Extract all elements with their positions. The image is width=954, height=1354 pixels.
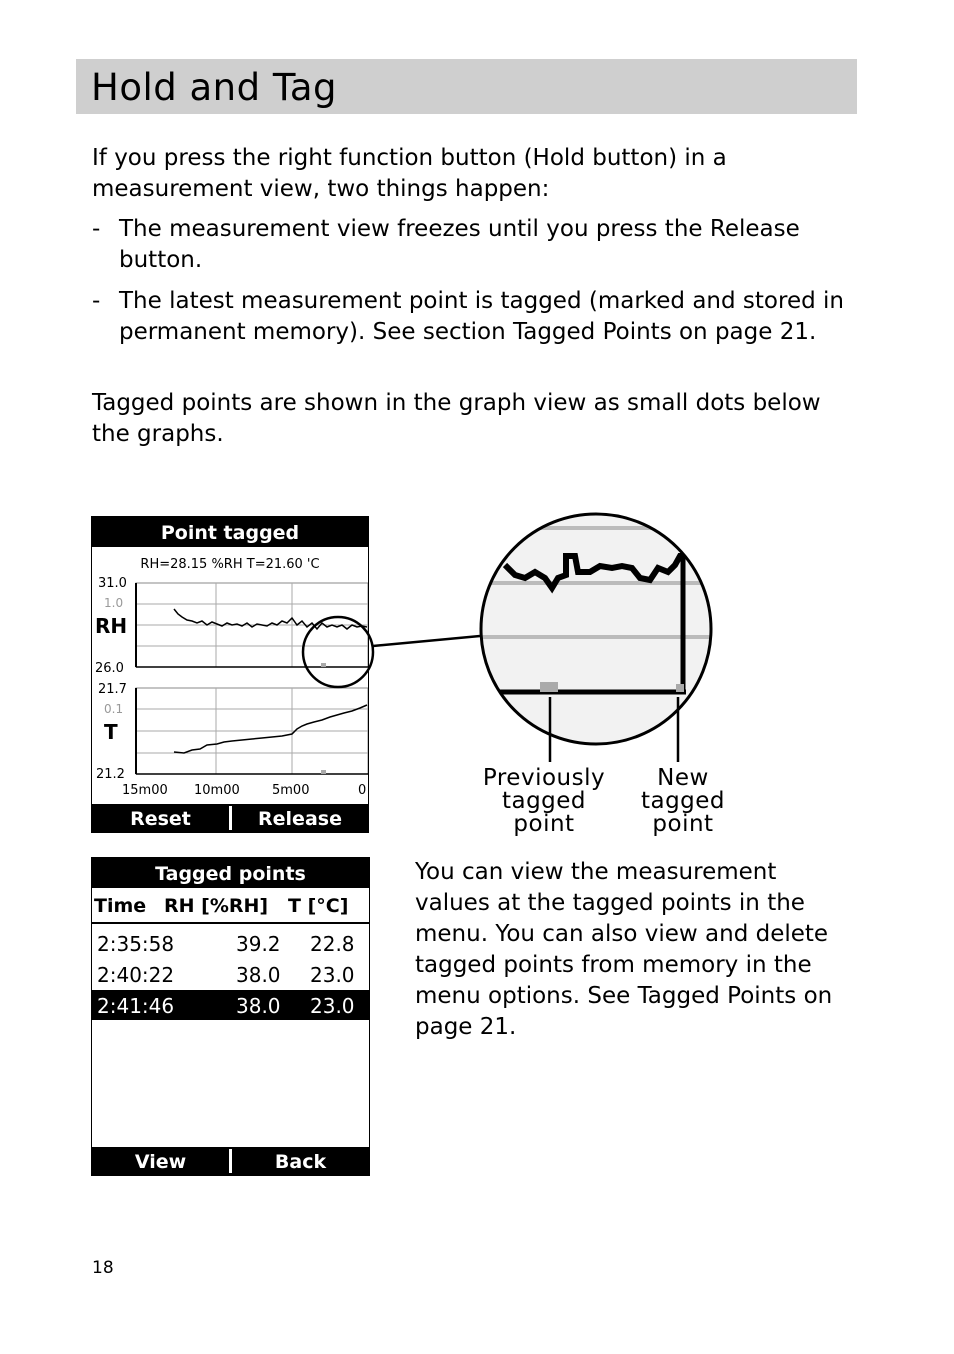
table-row[interactable] xyxy=(92,928,369,958)
tagged-points-screen xyxy=(91,857,370,1176)
menu-note-paragraph: You can view the measurement values at the tagged points in the menu. You can also view and delete tagged points from memory in the menu options. See Tagged Points on page 21. xyxy=(415,859,833,1040)
screen-title: Tagged points xyxy=(92,858,369,888)
header-divider xyxy=(92,922,369,924)
t-axis-bottom: 21.2 xyxy=(96,767,125,782)
zoomed-graph xyxy=(470,505,730,755)
graph-view xyxy=(92,517,368,832)
cell-rh: 38.0 xyxy=(236,994,281,1018)
header-rh: RH [%RH] xyxy=(164,895,269,917)
x-tick-label: 15m00 xyxy=(122,783,168,798)
reset-button[interactable]: Reset xyxy=(130,808,191,830)
t-plot xyxy=(96,682,368,782)
rh-plot xyxy=(95,576,368,676)
cell-rh: 38.0 xyxy=(236,963,281,987)
cell-time: 2:40:22 xyxy=(97,963,175,987)
new-tagged-label xyxy=(628,767,738,836)
bullet-text: The measurement view freezes until you press the Release button. xyxy=(119,216,800,273)
release-button[interactable]: Release xyxy=(258,808,342,830)
rh-label: RH xyxy=(95,614,128,638)
previous-tag-dot xyxy=(321,663,326,667)
bullet-text: The latest measurement point is tagged (marked and stored in permanent memory). See section Tagged Points on page 21. xyxy=(119,288,844,345)
t-label: T xyxy=(104,720,118,744)
rh-axis-scale: 1.0 xyxy=(104,596,124,610)
zoom-connector-line xyxy=(373,636,480,646)
bullet-dash: - xyxy=(92,288,101,314)
label-line: New xyxy=(657,765,709,791)
back-button[interactable]: Back xyxy=(274,1151,327,1173)
rh-axis-top: 31.0 xyxy=(98,576,127,591)
page-title: Hold and Tag xyxy=(91,66,337,109)
t-axis-top: 21.7 xyxy=(98,682,127,697)
graph-note-paragraph: Tagged points are shown in the graph view as small dots below the graphs. xyxy=(92,390,821,447)
previous-tagged-label xyxy=(474,767,614,836)
x-tick-label: 5m00 xyxy=(272,783,310,798)
t-axis-scale: 0.1 xyxy=(104,702,124,716)
softkey-bar xyxy=(92,804,368,832)
header-t: T [°C] xyxy=(288,895,349,917)
x-tick-label: 0 xyxy=(358,783,367,798)
cell-t: 22.8 xyxy=(310,932,355,956)
zoom-previous-tag-dot xyxy=(540,682,558,692)
label-line: tagged xyxy=(640,788,726,814)
x-tick-label: 10m00 xyxy=(194,783,240,798)
label-line: point xyxy=(513,811,575,837)
table-row-selected[interactable] xyxy=(92,990,369,1020)
softkey-bar xyxy=(92,1147,369,1175)
label-line: Previously xyxy=(482,765,606,791)
label-line: point xyxy=(652,811,714,837)
point-tagged-screen xyxy=(91,516,369,833)
table-row[interactable] xyxy=(92,959,369,989)
intro-paragraph: If you press the right function button (Hold button) in a measurement view, two things happen: xyxy=(92,145,727,202)
readout-text: RH=28.15 %RH T=21.60 'C xyxy=(140,557,320,572)
bullet-dash: - xyxy=(92,216,101,242)
label-line: tagged xyxy=(501,788,587,814)
cell-time: 2:41:46 xyxy=(97,994,175,1018)
previous-tag-dot xyxy=(321,770,326,774)
header-time: Time xyxy=(94,895,147,917)
heading-bar xyxy=(76,59,857,114)
cell-rh: 39.2 xyxy=(236,932,281,956)
page-number: 18 xyxy=(92,1258,114,1278)
cell-t: 23.0 xyxy=(310,994,355,1018)
table-header xyxy=(92,891,369,921)
zoom-new-tag-dot xyxy=(676,684,684,692)
screen-title: Point tagged xyxy=(92,517,368,547)
rh-axis-bottom: 26.0 xyxy=(95,661,124,676)
cell-time: 2:35:58 xyxy=(97,932,175,956)
cell-t: 23.0 xyxy=(310,963,355,987)
view-button[interactable]: View xyxy=(134,1151,187,1173)
zoom-circle xyxy=(481,514,711,744)
